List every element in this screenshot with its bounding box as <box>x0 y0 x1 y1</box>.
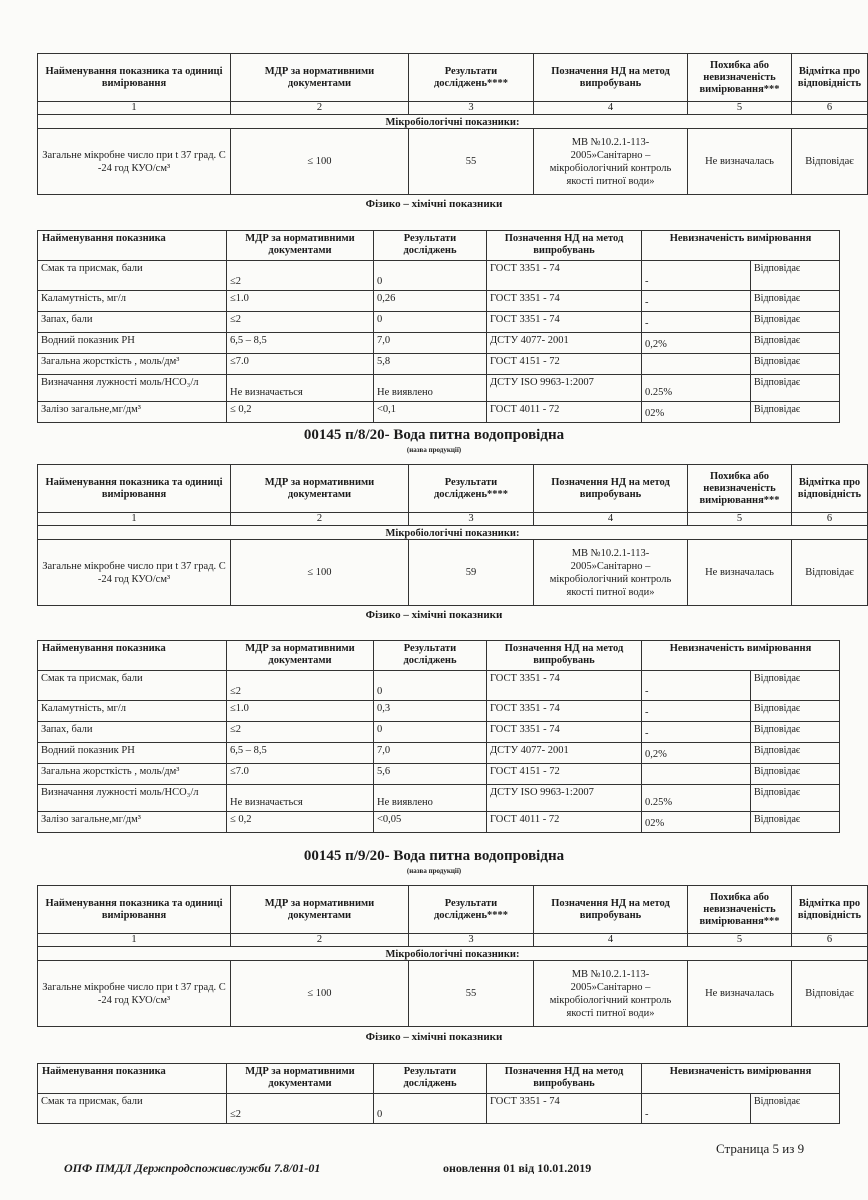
method-doc: ГОСТ 3351 - 74 <box>487 312 642 333</box>
result-value: 0,26 <box>374 291 487 312</box>
compliance-mark: Відповідає <box>751 701 840 722</box>
mdr-value: ≤ 100 <box>231 540 409 606</box>
indicator-name: Смак та присмак, бали <box>38 1094 227 1124</box>
table-row <box>38 1094 840 1124</box>
method-doc: ДСТУ ISO 9963-1:2007 <box>487 785 642 812</box>
indicator-name: Запах, бали <box>38 722 227 743</box>
uncertainty-value: 0,2% <box>642 743 751 764</box>
result-value: 5,6 <box>374 764 487 785</box>
method-doc: ДСТУ 4077- 2001 <box>487 743 642 764</box>
col-header-mark: Відмітка про відповідність <box>792 886 868 934</box>
section-physchem-label: Фізико – хімічні показники <box>365 1031 503 1043</box>
col-header-name: Найменування показника та одиниці вимірювання <box>38 886 231 934</box>
method-doc: ГОСТ 3351 - 74 <box>487 722 642 743</box>
compliance-mark: Відповідає <box>792 540 868 606</box>
result-value: 5,8 <box>374 354 487 375</box>
column-number: 1 <box>38 102 231 115</box>
col-header-name: Найменування показника <box>38 1064 227 1094</box>
method-doc: ГОСТ 4011 - 72 <box>487 812 642 833</box>
column-number: 4 <box>534 102 688 115</box>
uncertainty-value: 0.25% <box>642 785 751 812</box>
table-row <box>38 261 840 291</box>
method-doc: ГОСТ 3351 - 74 <box>487 671 642 701</box>
indicator-name: Загальне мікробне число при t 37 град. С -24 год КУО/см³ <box>38 540 231 606</box>
result-value: 0 <box>374 312 487 333</box>
mdr-value: ≤7.0 <box>227 354 374 375</box>
column-number: 6 <box>792 513 868 526</box>
indicator-name: Загальне мікробне число при t 37 град. С -24 год КУО/см³ <box>38 129 231 195</box>
table-row <box>38 375 840 402</box>
mdr-value: Не визначається <box>227 375 374 402</box>
column-number: 1 <box>38 934 231 947</box>
sample-title-caption: (назва продукції) <box>406 446 462 454</box>
page-number: Страница 5 из 9 <box>716 1141 805 1156</box>
uncertainty-value: - <box>642 722 751 743</box>
indicator-name: Загальне мікробне число при t 37 град. С -24 год КУО/см³ <box>38 961 231 1027</box>
table-row <box>38 312 840 333</box>
mdr-value: ≤ 100 <box>231 129 409 195</box>
col-header-mdr: МДР за нормативними документами <box>231 54 409 102</box>
method-doc: ГОСТ 3351 - 74 <box>487 1094 642 1124</box>
error-value: Не визначалась <box>688 540 792 606</box>
compliance-mark: Відповідає <box>751 402 840 423</box>
col-header-mdr: МДР за нормативними документами <box>227 1064 374 1094</box>
mdr-value: ≤ 0,2 <box>227 402 374 423</box>
col-header-method: Позначення НД на метод випробувань <box>487 231 642 261</box>
col-header-mdr: МДР за нормативними документами <box>231 886 409 934</box>
result-value: 55 <box>409 129 534 195</box>
indicator-name: Запах, бали <box>38 312 227 333</box>
table-row <box>38 354 840 375</box>
mdr-value: 6,5 – 8,5 <box>227 333 374 354</box>
column-number: 2 <box>231 934 409 947</box>
column-number: 1 <box>38 513 231 526</box>
col-header-method: Позначення НД на метод випробувань <box>534 886 688 934</box>
mdr-value: ≤2 <box>227 722 374 743</box>
compliance-mark: Відповідає <box>751 333 840 354</box>
col-header-name: Найменування показника та одиниці вимірювання <box>38 465 231 513</box>
col-header-result: Результати досліджень <box>374 231 487 261</box>
mdr-value: ≤1.0 <box>227 291 374 312</box>
col-header-mark: Відмітка про відповідність <box>792 465 868 513</box>
method-doc: ГОСТ 4151 - 72 <box>487 764 642 785</box>
uncertainty-value: 0,2% <box>642 333 751 354</box>
col-header-name: Найменування показника та одиниці вимірювання <box>38 54 231 102</box>
col-header-name: Найменування показника <box>38 641 227 671</box>
table-row <box>38 764 840 785</box>
uncertainty-value: 02% <box>642 402 751 423</box>
col-header-result: Результати досліджень**** <box>409 465 534 513</box>
result-value: 59 <box>409 540 534 606</box>
col-header-error: Похибка або невизначеність вимірювання*** <box>688 54 792 102</box>
compliance-mark: Відповідає <box>751 291 840 312</box>
indicator-name: Загальна жорсткість , моль/дм³ <box>38 354 227 375</box>
mdr-value: ≤ 100 <box>231 961 409 1027</box>
result-value: Не виявлено <box>374 785 487 812</box>
col-header-uncertainty: Невизначеність вимірювання <box>642 641 840 671</box>
compliance-mark: Відповідає <box>751 312 840 333</box>
result-value: 0 <box>374 722 487 743</box>
column-number: 3 <box>409 513 534 526</box>
column-number: 2 <box>231 102 409 115</box>
mdr-value: 6,5 – 8,5 <box>227 743 374 764</box>
col-header-error: Похибка або невизначеність вимірювання*** <box>688 465 792 513</box>
compliance-mark: Відповідає <box>751 812 840 833</box>
column-number: 5 <box>688 102 792 115</box>
uncertainty-value: - <box>642 291 751 312</box>
table-row <box>38 291 840 312</box>
column-number: 2 <box>231 513 409 526</box>
col-header-method: Позначення НД на метод випробувань <box>534 54 688 102</box>
col-header-result: Результати досліджень <box>374 641 487 671</box>
method-doc: ГОСТ 3351 - 74 <box>487 701 642 722</box>
indicator-name: Загальна жорсткість , моль/дм³ <box>38 764 227 785</box>
error-value: Не визначалась <box>688 961 792 1027</box>
uncertainty-value: 0.25% <box>642 375 751 402</box>
physchem-results-table <box>37 1063 840 1124</box>
result-value: 7,0 <box>374 333 487 354</box>
indicator-name: Каламутність, мг/л <box>38 701 227 722</box>
indicator-name: Водний показник РН <box>38 743 227 764</box>
compliance-mark: Відповідає <box>751 261 840 291</box>
error-value: Не визначалась <box>688 129 792 195</box>
result-value: 0 <box>374 671 487 701</box>
indicator-name: Смак та присмак, бали <box>38 671 227 701</box>
sample-title: 00145 п/8/20- Вода питна водопровідна <box>303 427 565 443</box>
col-header-method: Позначення НД на метод випробувань <box>487 641 642 671</box>
col-header-mdr: МДР за нормативними документами <box>227 231 374 261</box>
indicator-name: Смак та присмак, бали <box>38 261 227 291</box>
physchem-results-table <box>37 640 840 833</box>
method-doc: ДСТУ ISO 9963-1:2007 <box>487 375 642 402</box>
footer-org-code: ОПФ ПМДЛ Держпродспоживслужби 7.8/01-01 <box>64 1161 321 1175</box>
compliance-mark: Відповідає <box>751 764 840 785</box>
indicator-name: Залізо загальне,мг/дм³ <box>38 402 227 423</box>
method-doc: ГОСТ 4011 - 72 <box>487 402 642 423</box>
table-row <box>38 812 840 833</box>
mdr-value: ≤2 <box>227 671 374 701</box>
indicator-name: Визначання лужності моль/НСО₃/л <box>38 785 227 812</box>
sample-title-caption: (назва продукції) <box>406 867 462 875</box>
physchem-results-table <box>37 230 840 423</box>
col-header-mdr: МДР за нормативними документами <box>231 465 409 513</box>
col-header-name: Найменування показника <box>38 231 227 261</box>
col-header-result: Результати досліджень <box>374 1064 487 1094</box>
compliance-mark: Відповідає <box>751 375 840 402</box>
col-header-error: Похибка або невизначеність вимірювання*** <box>688 886 792 934</box>
table-row <box>38 402 840 423</box>
micro-results-table <box>37 885 868 1027</box>
result-value: <0,05 <box>374 812 487 833</box>
column-number: 4 <box>534 513 688 526</box>
section-micro-label: Мікробіологічні показники: <box>38 115 868 129</box>
method-doc: МВ №10.2.1-113-2005»Санітарно – мікробіологічний контроль якості питної води» <box>534 540 688 606</box>
compliance-mark: Відповідає <box>792 961 868 1027</box>
table-row <box>38 743 840 764</box>
uncertainty-value <box>642 764 751 785</box>
col-header-mark: Відмітка про відповідність <box>792 54 868 102</box>
method-doc: ГОСТ 3351 - 74 <box>487 261 642 291</box>
column-number: 5 <box>688 934 792 947</box>
result-value: 0 <box>374 261 487 291</box>
compliance-mark: Відповідає <box>792 129 868 195</box>
column-number: 6 <box>792 934 868 947</box>
mdr-value: ≤2 <box>227 1094 374 1124</box>
col-header-method: Позначення НД на метод випробувань <box>487 1064 642 1094</box>
indicator-name: Визначання лужності моль/НСО₃/л <box>38 375 227 402</box>
micro-results-table <box>37 53 868 195</box>
uncertainty-value: - <box>642 1094 751 1124</box>
compliance-mark: Відповідає <box>751 722 840 743</box>
uncertainty-value <box>642 354 751 375</box>
method-doc: ДСТУ 4077- 2001 <box>487 333 642 354</box>
uncertainty-value: - <box>642 671 751 701</box>
compliance-mark: Відповідає <box>751 1094 840 1124</box>
table-row <box>38 671 840 701</box>
section-physchem-label: Фізико – хімічні показники <box>365 198 503 210</box>
table-row <box>38 129 868 195</box>
section-physchem-label: Фізико – хімічні показники <box>365 609 503 621</box>
uncertainty-value: - <box>642 701 751 722</box>
column-number: 5 <box>688 513 792 526</box>
column-number: 4 <box>534 934 688 947</box>
method-doc: МВ №10.2.1-113-2005»Санітарно – мікробіологічний контроль якості питної води» <box>534 961 688 1027</box>
table-row <box>38 701 840 722</box>
table-row <box>38 333 840 354</box>
compliance-mark: Відповідає <box>751 743 840 764</box>
method-doc: ГОСТ 3351 - 74 <box>487 291 642 312</box>
mdr-value: ≤ 0,2 <box>227 812 374 833</box>
mdr-value: ≤1.0 <box>227 701 374 722</box>
col-header-uncertainty: Невизначеність вимірювання <box>642 231 840 261</box>
mdr-value: ≤2 <box>227 312 374 333</box>
result-value: Не виявлено <box>374 375 487 402</box>
mdr-value: Не визначається <box>227 785 374 812</box>
result-value: <0,1 <box>374 402 487 423</box>
section-micro-label: Мікробіологічні показники: <box>38 947 868 961</box>
indicator-name: Каламутність, мг/л <box>38 291 227 312</box>
indicator-name: Залізо загальне,мг/дм³ <box>38 812 227 833</box>
compliance-mark: Відповідає <box>751 671 840 701</box>
section-micro-label: Мікробіологічні показники: <box>38 526 868 540</box>
mdr-value: ≤2 <box>227 261 374 291</box>
table-row <box>38 961 868 1027</box>
result-value: 7,0 <box>374 743 487 764</box>
method-doc: МВ №10.2.1-113-2005»Санітарно – мікробіологічний контроль якості питної води» <box>534 129 688 195</box>
col-header-mdr: МДР за нормативними документами <box>227 641 374 671</box>
col-header-uncertainty: Невизначеність вимірювання <box>642 1064 840 1094</box>
method-doc: ГОСТ 4151 - 72 <box>487 354 642 375</box>
result-value: 0 <box>374 1094 487 1124</box>
compliance-mark: Відповідає <box>751 354 840 375</box>
col-header-result: Результати досліджень**** <box>409 54 534 102</box>
sample-title: 00145 п/9/20- Вода питна водопровідна <box>303 848 565 864</box>
table-row <box>38 722 840 743</box>
micro-results-table <box>37 464 868 606</box>
result-value: 55 <box>409 961 534 1027</box>
table-row <box>38 785 840 812</box>
column-number: 3 <box>409 102 534 115</box>
uncertainty-value: 02% <box>642 812 751 833</box>
column-number: 6 <box>792 102 868 115</box>
mdr-value: ≤7.0 <box>227 764 374 785</box>
col-header-method: Позначення НД на метод випробувань <box>534 465 688 513</box>
footer-update-note: оновлення 01 від 10.01.2019 <box>443 1161 592 1175</box>
uncertainty-value: - <box>642 312 751 333</box>
indicator-name: Водний показник РН <box>38 333 227 354</box>
table-row <box>38 540 868 606</box>
compliance-mark: Відповідає <box>751 785 840 812</box>
result-value: 0,3 <box>374 701 487 722</box>
uncertainty-value: - <box>642 261 751 291</box>
column-number: 3 <box>409 934 534 947</box>
col-header-result: Результати досліджень**** <box>409 886 534 934</box>
